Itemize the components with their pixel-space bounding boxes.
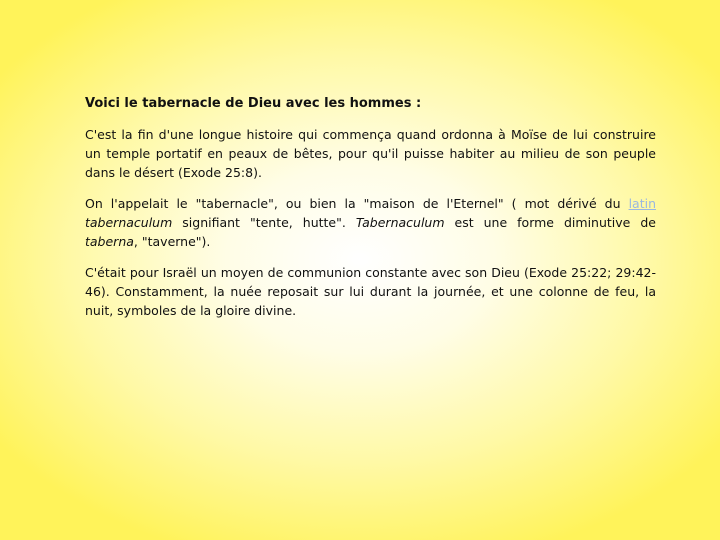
paragraph-2-text: , "taverne"). — [133, 234, 211, 249]
slide-title: Voici le tabernacle de Dieu avec les hommes : — [85, 96, 422, 111]
paragraph-2-text: est une forme diminutive de — [444, 215, 656, 230]
paragraph-2-text: On l'appelait le "tabernacle", ou bien la "maison de l'Eternel" ( mot dérivé du — [85, 196, 629, 211]
term-tabernaculum-2: Tabernaculum — [355, 215, 445, 230]
paragraph-3: C'était pour Israël un moyen de communion constante avec son Dieu (Exode 25:22; 29:42-46). Constamment, la nuée reposait sur lui durant la journée, et une colonne de feu, la nuit, symboles de la gloire divine. — [85, 265, 656, 318]
paragraph-1: C'est la fin d'une longue histoire qui commença quand ordonna à Moïse de lui construire un temple portatif en peaux de bêtes, pour qu'il puisse habiter au milieu de son peuple dans le désert (Exode 25:8). — [85, 127, 656, 180]
term-taberna: taberna — [85, 234, 134, 249]
paragraph-2 — [85, 194, 656, 251]
paragraph-2-text: signifiant "tente, hutte". — [172, 215, 356, 230]
slide-content — [85, 95, 656, 332]
term-tabernaculum: tabernaculum — [85, 215, 173, 230]
latin-link[interactable]: latin — [628, 196, 656, 211]
